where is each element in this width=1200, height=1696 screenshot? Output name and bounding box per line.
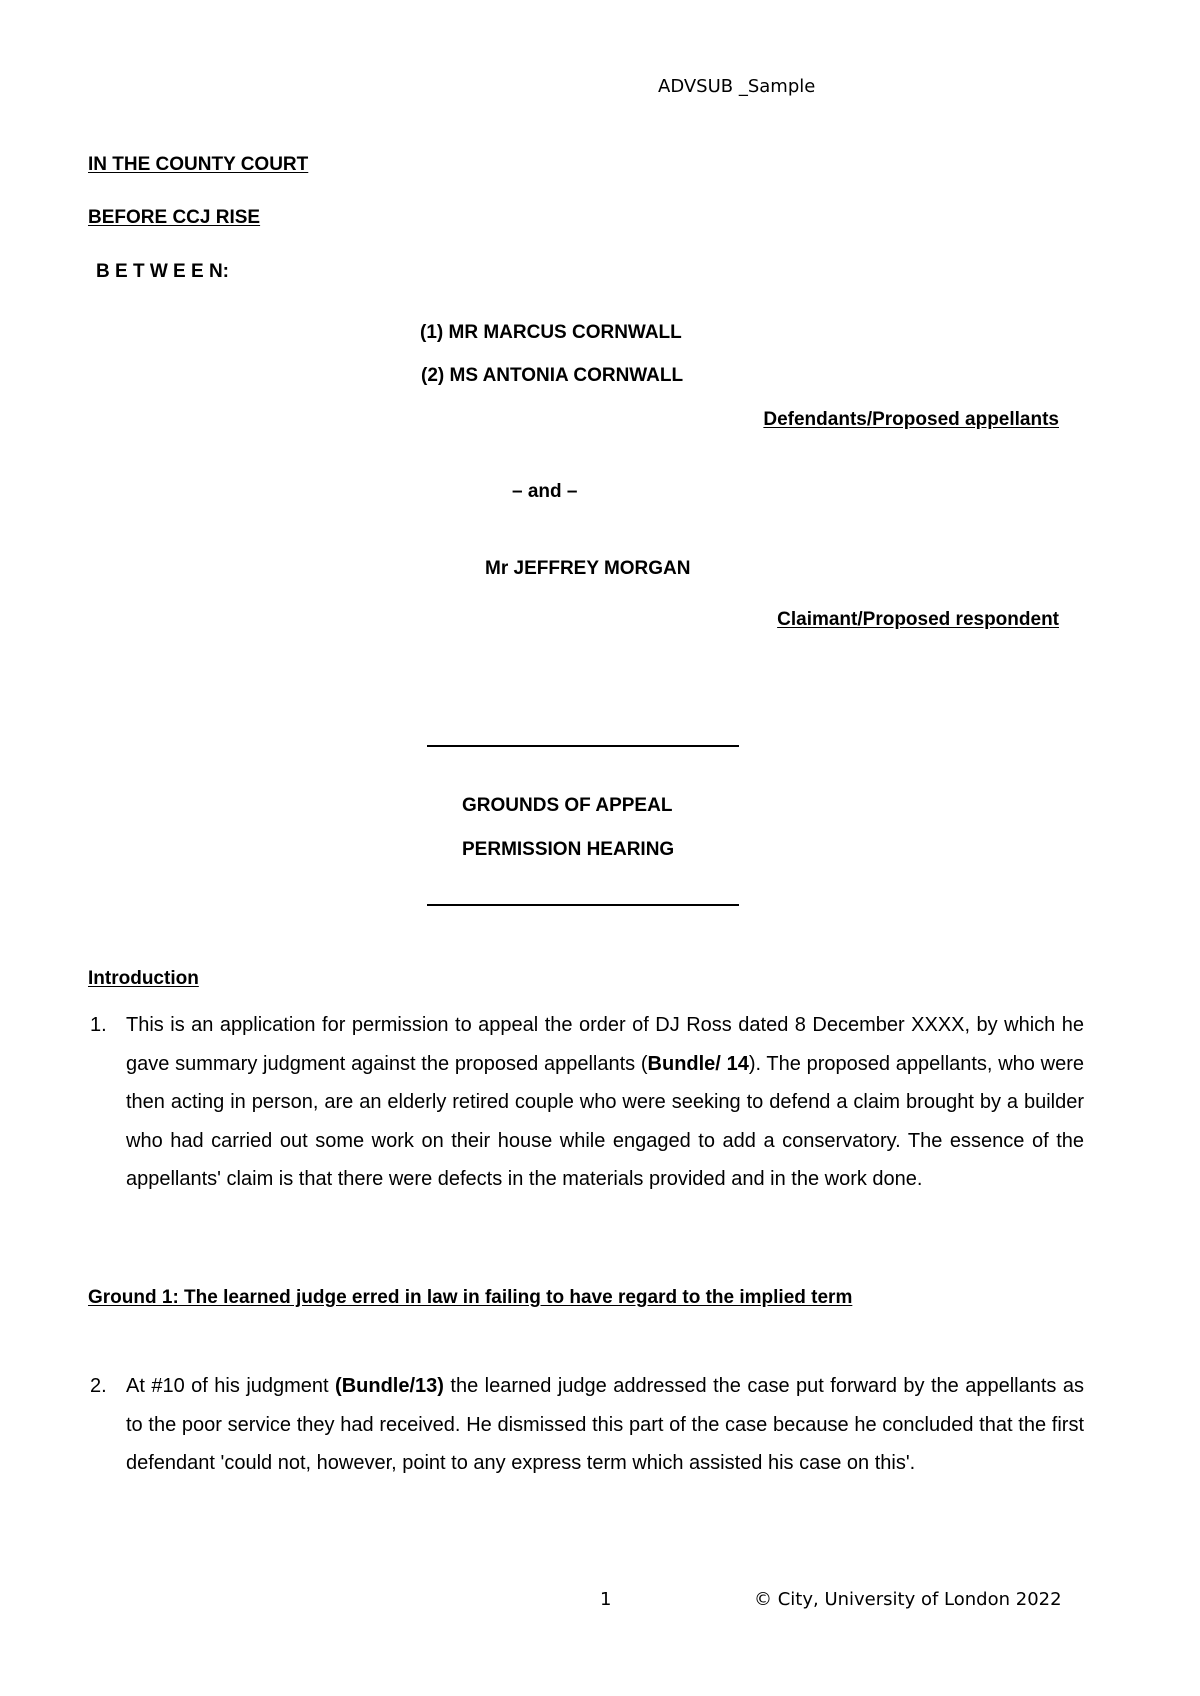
claimant-role: Claimant/Proposed respondent (777, 609, 1059, 630)
before-judge: BEFORE CCJ RISE (88, 207, 261, 228)
page-number: 1 (600, 1589, 612, 1610)
paragraph-1-text-a: This is an application for permission to appeal the order of DJ Ross dated 8 December XXXX, by which he gave summary judgment against the proposed appellants ( (126, 1014, 1084, 1075)
and-separator: – and – (512, 481, 578, 502)
court-name: IN THE COUNTY COURT (88, 154, 309, 175)
title-rule-bottom (427, 904, 739, 906)
document-subtitle: PERMISSION HEARING (462, 839, 675, 860)
bundle-reference: Bundle/ 14 (647, 1052, 749, 1075)
paragraph-2-text-a: At #10 of his judgment (126, 1375, 336, 1397)
running-header: ADVSUB _Sample (658, 76, 816, 97)
paragraph-1 (126, 1006, 1084, 1199)
paragraph-2 (126, 1367, 1084, 1483)
document-title: GROUNDS OF APPEAL (462, 795, 673, 816)
paragraph-number: 1. (90, 1014, 107, 1036)
section-heading-ground-1: Ground 1: The learned judge erred in law in failing to have regard to the implied term (88, 1287, 853, 1308)
paragraph-number: 2. (90, 1375, 107, 1397)
paragraph-1-text-b: ). The proposed appellants, who were then acting in person, are an elderly retired couple who were seeking to defend a claim brought by a builder who had carried out some work on their house while engaged to add a conservatory. The essence of the appellants' claim is that there were defects in the materials provided and in the work done. (126, 1052, 1084, 1190)
defendant-1: (1) MR MARCUS CORNWALL (420, 322, 682, 343)
copyright-notice: © City, University of London 2022 (754, 1589, 1062, 1610)
between-label: B E T W E E N: (96, 261, 229, 282)
defendant-2: (2) MS ANTONIA CORNWALL (421, 365, 684, 386)
paragraph-2-text-b: the learned judge addressed the case put forward by the appellants as to the poor service they had received. He dismissed this part of the case because he concluded that the first defendant 'could not, however, point to any express term which assisted his case on this'. (126, 1375, 1084, 1474)
bundle-reference: (Bundle/13) (335, 1375, 444, 1397)
claimant-name: Mr JEFFREY MORGAN (485, 558, 691, 579)
title-rule-top (427, 745, 739, 747)
defendants-role: Defendants/Proposed appellants (763, 409, 1059, 430)
section-heading-introduction: Introduction (88, 968, 199, 989)
